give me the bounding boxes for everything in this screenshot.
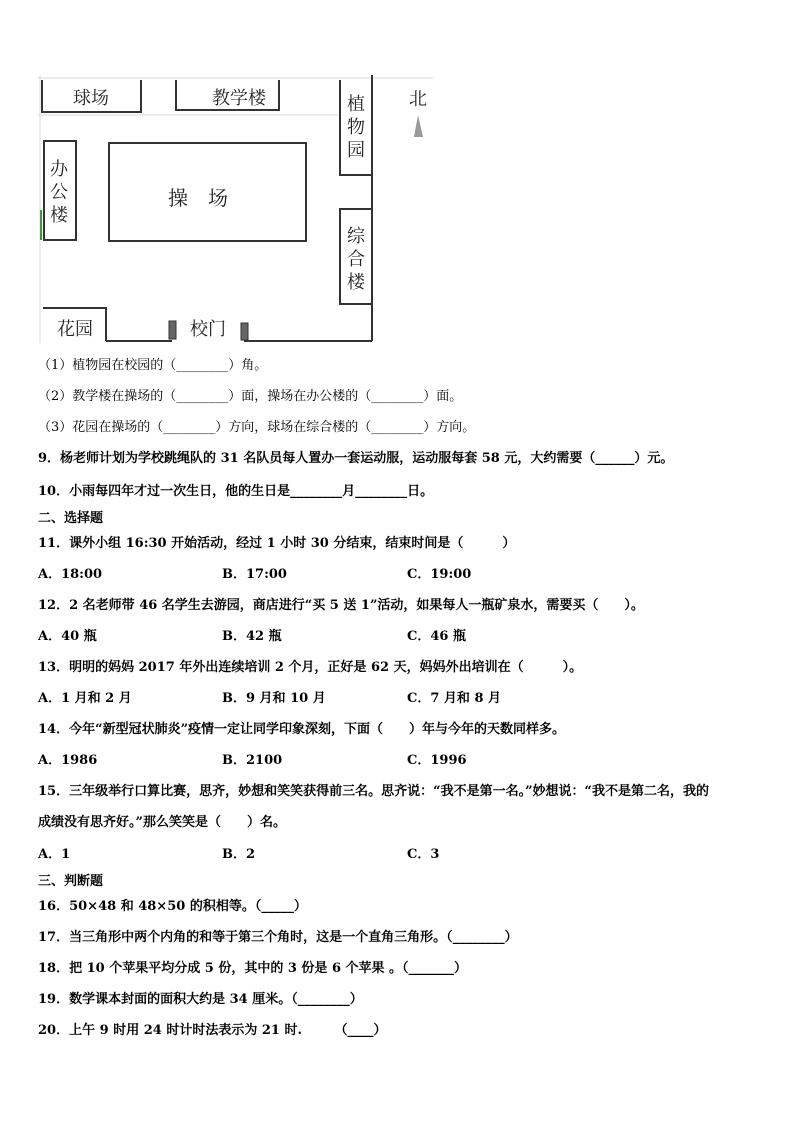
q15-option-a: A．1 — [38, 847, 71, 862]
botanical-garden-label: 植物园 — [347, 94, 365, 161]
question-19: 19．数学课本封面的面积大约是 34 厘米。（________） — [38, 992, 363, 1007]
q8-sub-1: （1）植物园在校园的（________）角。 — [38, 358, 268, 373]
school-gate-label: 校门 — [190, 319, 226, 340]
question-15-line-1: 15．三年级举行口算比赛，思齐，妙想和笑笑获得前三名。思齐说：“我不是第一名。”妙想说：“我不是第二名，我的 — [38, 784, 710, 799]
question-10: 10．小雨每四年才过一次生日，他的生日是________月________日。 — [38, 484, 434, 499]
q12-option-c: C．46 瓶 — [407, 629, 466, 644]
question-14: 14．今年“新型冠状肺炎”疫情一定让同学印象深刻，下面（ ）年与今年的天数同样多。 — [38, 722, 566, 737]
q14-option-b: B．2100 — [222, 753, 283, 768]
q11-option-c: C．19:00 — [407, 567, 472, 582]
playground-label: 操 场 — [168, 186, 228, 210]
q8-sub-3: （3）花园在操场的（________）方向，球场在综合楼的（________）方向。 — [38, 420, 476, 435]
campus-map-drawing — [38, 75, 438, 345]
q14-option-c: C．1996 — [407, 753, 467, 768]
ball-court-label: 球场 — [73, 88, 109, 109]
q12-option-a: A．40 瓶 — [38, 629, 97, 644]
q11-option-b: B．17:00 — [222, 567, 287, 582]
q12-option-b: B．42 瓶 — [222, 629, 282, 644]
garden-label: 花园 — [57, 319, 93, 340]
q13-option-a: A．1 月和 2 月 — [38, 691, 132, 706]
question-17: 17．当三角形中两个内角的和等于第三个角时，这是一个直角三角形。（________） — [38, 930, 518, 945]
q15-option-c: C．3 — [407, 847, 440, 862]
question-12: 12．2 名老师带 46 名学生去游园，商店进行“买 5 送 1”活动，如果每人一瓶矿泉水，需要买（ ）。 — [38, 598, 644, 613]
complex-building-label: 综合楼 — [347, 226, 365, 293]
campus-map — [38, 75, 438, 345]
teaching-building-label: 教学楼 — [212, 88, 266, 109]
section-3-heading: 三、判断题 — [38, 874, 104, 889]
north-label: 北 — [409, 89, 427, 110]
q8-sub-2: （2）教学楼在操场的（________）面，操场在办公楼的（________）面。 — [38, 389, 463, 404]
question-13: 13．明明的妈妈 2017 年外出连续培训 2 个月，正好是 62 天，妈妈外出培训在（ ）。 — [38, 660, 583, 675]
question-9: 9．杨老师计划为学校跳绳队的 31 名队员每人置办一套运动服，运动服每套 58 元，大约需要（______）元。 — [38, 451, 674, 466]
question-18: 18．把 10 个苹果平均分成 5 份，其中的 3 份是 6 个苹果 。（_______） — [38, 961, 468, 976]
q13-option-c: C．7 月和 8 月 — [407, 691, 502, 706]
office-building-label: 办公楼 — [50, 159, 68, 226]
question-16: 16．50×48 和 48×50 的积相等。（_____） — [38, 899, 307, 914]
q11-option-a: A．18:00 — [38, 567, 103, 582]
question-15-line-2: 成绩没有思齐好。”那么笑笑是（ ）名。 — [38, 815, 286, 830]
q13-option-b: B．9 月和 10 月 — [222, 691, 326, 706]
section-2-heading: 二、选择题 — [38, 511, 104, 526]
question-11: 11．课外小组 16:30 开始活动，经过 1 小时 30 分结束，结束时间是（ ） — [38, 536, 516, 551]
q15-option-b: B．2 — [222, 847, 256, 862]
question-20: 20．上午 9 时用 24 时计时法表示为 21 时. （____） — [38, 1023, 387, 1038]
q14-option-a: A．1986 — [38, 753, 98, 768]
